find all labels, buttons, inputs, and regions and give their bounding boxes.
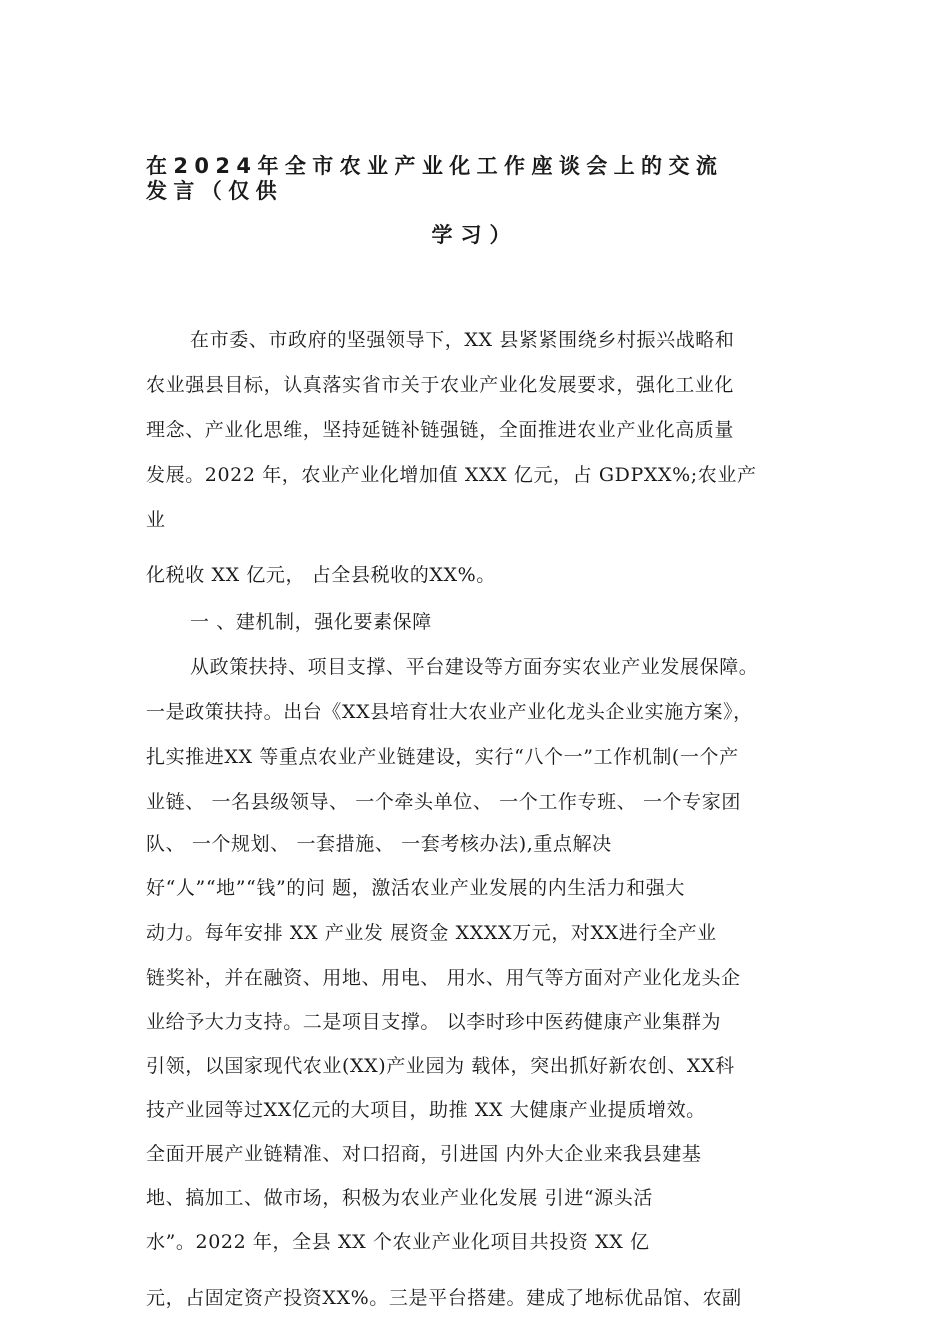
title-line-1: 在2024年全市农业产业化工作座谈会上的交流 bbox=[146, 154, 724, 178]
paragraph-line: 引领，以国家现代农业(XX)产业园为 载体，突出抓好新农创、XX科 bbox=[146, 1055, 735, 1077]
paragraph-line: 业给予大力支持。二是项目支撑。 以李时珍中医药健康产业集群为 bbox=[146, 1011, 722, 1033]
paragraph-line: 业链、 一名县级领导、 一个牵头单位、 一个工作专班、 一个专家团 bbox=[146, 791, 741, 813]
paragraph-line: 动力。每年安排 XX 产业发 展资金 XXXX万元，对XX进行全产业 bbox=[146, 922, 717, 944]
paragraph-line: 化税收 XX 亿元， 占全县税收的XX%。 bbox=[146, 564, 496, 586]
paragraph-line: 地、搞加工、做市场，积极为农业产业化发展 引进“源头活 bbox=[146, 1187, 653, 1209]
paragraph-line: 从政策扶持、项目支撑、平台建设等方面夯实农业产业发展保障。 bbox=[190, 656, 759, 678]
paragraph-line: 好“人”“地”“钱”的问 题，激活农业产业发展的内生活力和强大 bbox=[146, 877, 685, 899]
paragraph-line: 水”。2022 年，全县 XX 个农业产业化项目共投资 XX 亿 bbox=[146, 1231, 650, 1253]
paragraph-line: 发展。2022 年，农业产业化增加值 XXX 亿元，占 GDPXX%;农业产 bbox=[146, 464, 757, 486]
paragraph-line: 技产业园等过XX亿元的大项目，助推 XX 大健康产业提质增效。 bbox=[146, 1099, 706, 1121]
paragraph-line: 链奖补，并在融资、用地、用电、 用水、用气等方面对产业化龙头企 bbox=[146, 967, 741, 989]
section-heading: 一 、建机制，强化要素保障 bbox=[190, 611, 432, 633]
title-line-2: 发言（仅供 bbox=[146, 179, 283, 203]
paragraph-line: 元，占固定资产投资XX%。三是平台搭建。建成了地标优品馆、农副 bbox=[146, 1287, 742, 1309]
paragraph-line: 业 bbox=[146, 509, 166, 531]
paragraph-line: 理念、产业化思维，坚持延链补链强链，全面推进农业产业化高质量 bbox=[146, 419, 735, 441]
paragraph-line: 在市委、市政府的坚强领导下，XX 县紧紧围绕乡村振兴战略和 bbox=[190, 329, 735, 351]
title-line-3: 学习） bbox=[431, 223, 519, 247]
paragraph-line: 农业强县目标，认真落实省市关于农业产业化发展要求，强化工业化 bbox=[146, 374, 735, 396]
paragraph-line: 一是政策扶持。出台《XX县培育壮大农业产业化龙头企业实施方案》， bbox=[146, 701, 753, 723]
paragraph-line: 扎实推进XX 等重点农业产业链建设，实行“八个一”工作机制(一个产 bbox=[146, 746, 739, 768]
paragraph-line: 队、 一个规划、 一套措施、 一套考核办法),重点解决 bbox=[146, 833, 612, 855]
paragraph-line: 全面开展产业链精准、对口招商，引进国 内外大企业来我县建基 bbox=[146, 1143, 702, 1165]
